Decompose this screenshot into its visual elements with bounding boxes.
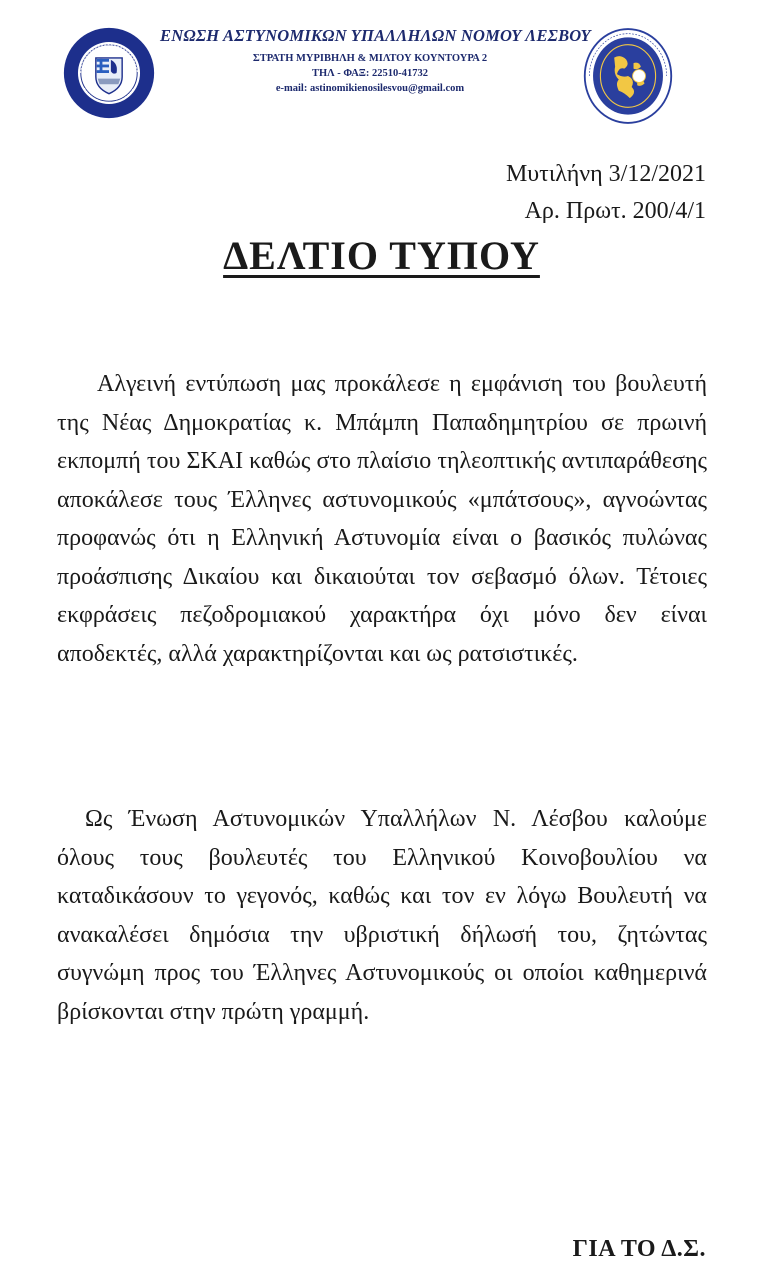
- police-federation-emblem-icon: [582, 26, 674, 126]
- body-paragraph-2: Ως Ένωση Αστυνομικών Υπαλλήλων Ν. Λέσβου καλούμε όλους τους βουλευτές του Ελληνικού Κοινοβουλίου να καταδικάσουν το γεγονός, καθώς και τον εν λόγω Βουλευτή να ανακαλέσει δημόσια την υβριστική δήλωσή του, ζητώντας συγνώμη προς του Έλληνες Αστυνομικούς οι οποίοι καθημερινά βρίσκονται στην πρώτη γραμμή.: [57, 806, 707, 1025]
- police-union-emblem-icon: [62, 26, 156, 120]
- protocol-number: Αρ. Πρωτ. 200/4/1: [524, 198, 706, 224]
- document-title: [0, 232, 763, 279]
- organization-email: e-mail: astinomikienosilesvou@gmail.com: [275, 83, 465, 94]
- place-date: Μυτιλήνη 3/12/2021: [505, 161, 706, 187]
- organization-address: ΣΤΡΑΤΗ ΜΥΡΙΒΗΛΗ & ΜΙΛΤΟΥ ΚΟΥΝΤΟΥΡΑ 2: [252, 53, 488, 64]
- document-title-text: ΔΕΛΤΙΟ ΤΥΠΟΥ: [223, 233, 540, 278]
- signature: ΓΙΑ ΤΟ Δ.Σ.: [572, 1236, 706, 1262]
- body-paragraph-1: Αλγεινή εντύπωση μας προκάλεσε η εμφάνιση του βουλευτή της Νέας Δημοκρατίας κ. Μπάμπη Παπαδημητρίου σε πρωινή εκπομπή του ΣΚΑΙ καθώς στο πλαίσιο τηλεοπτικής αντιπαράθεσης αποκάλεσε τους Έλληνες αστυνομικούς «μπάτσους», αγνοώντας προφανώς ότι η Ελληνική Αστυνομία είναι ο βασικός πυλώνας προάσπισης Δικαίου και δικαιούται τον σεβασμό όλων. Τέτοιες εκφράσεις πεζοδρομιακού χαρακτήρα όχι μόνο δεν είναι αποδεκτές, αλλά χαρακτηρίζονται και ως ρατσιστικές.: [57, 371, 707, 667]
- letterhead: [0, 0, 763, 140]
- letterhead-text: [160, 26, 591, 96]
- organization-phone-fax: ΤΗΛ - ΦΑΞ: 22510-41732: [311, 68, 429, 79]
- document-meta: [506, 156, 706, 230]
- organization-name: ΕΝΩΣΗ ΑΣΤΥΝΟΜΙΚΩΝ ΥΠΑΛΛΗΛΩΝ ΝΟΜΟΥ ΛΕΣΒΟΥ: [160, 26, 591, 45]
